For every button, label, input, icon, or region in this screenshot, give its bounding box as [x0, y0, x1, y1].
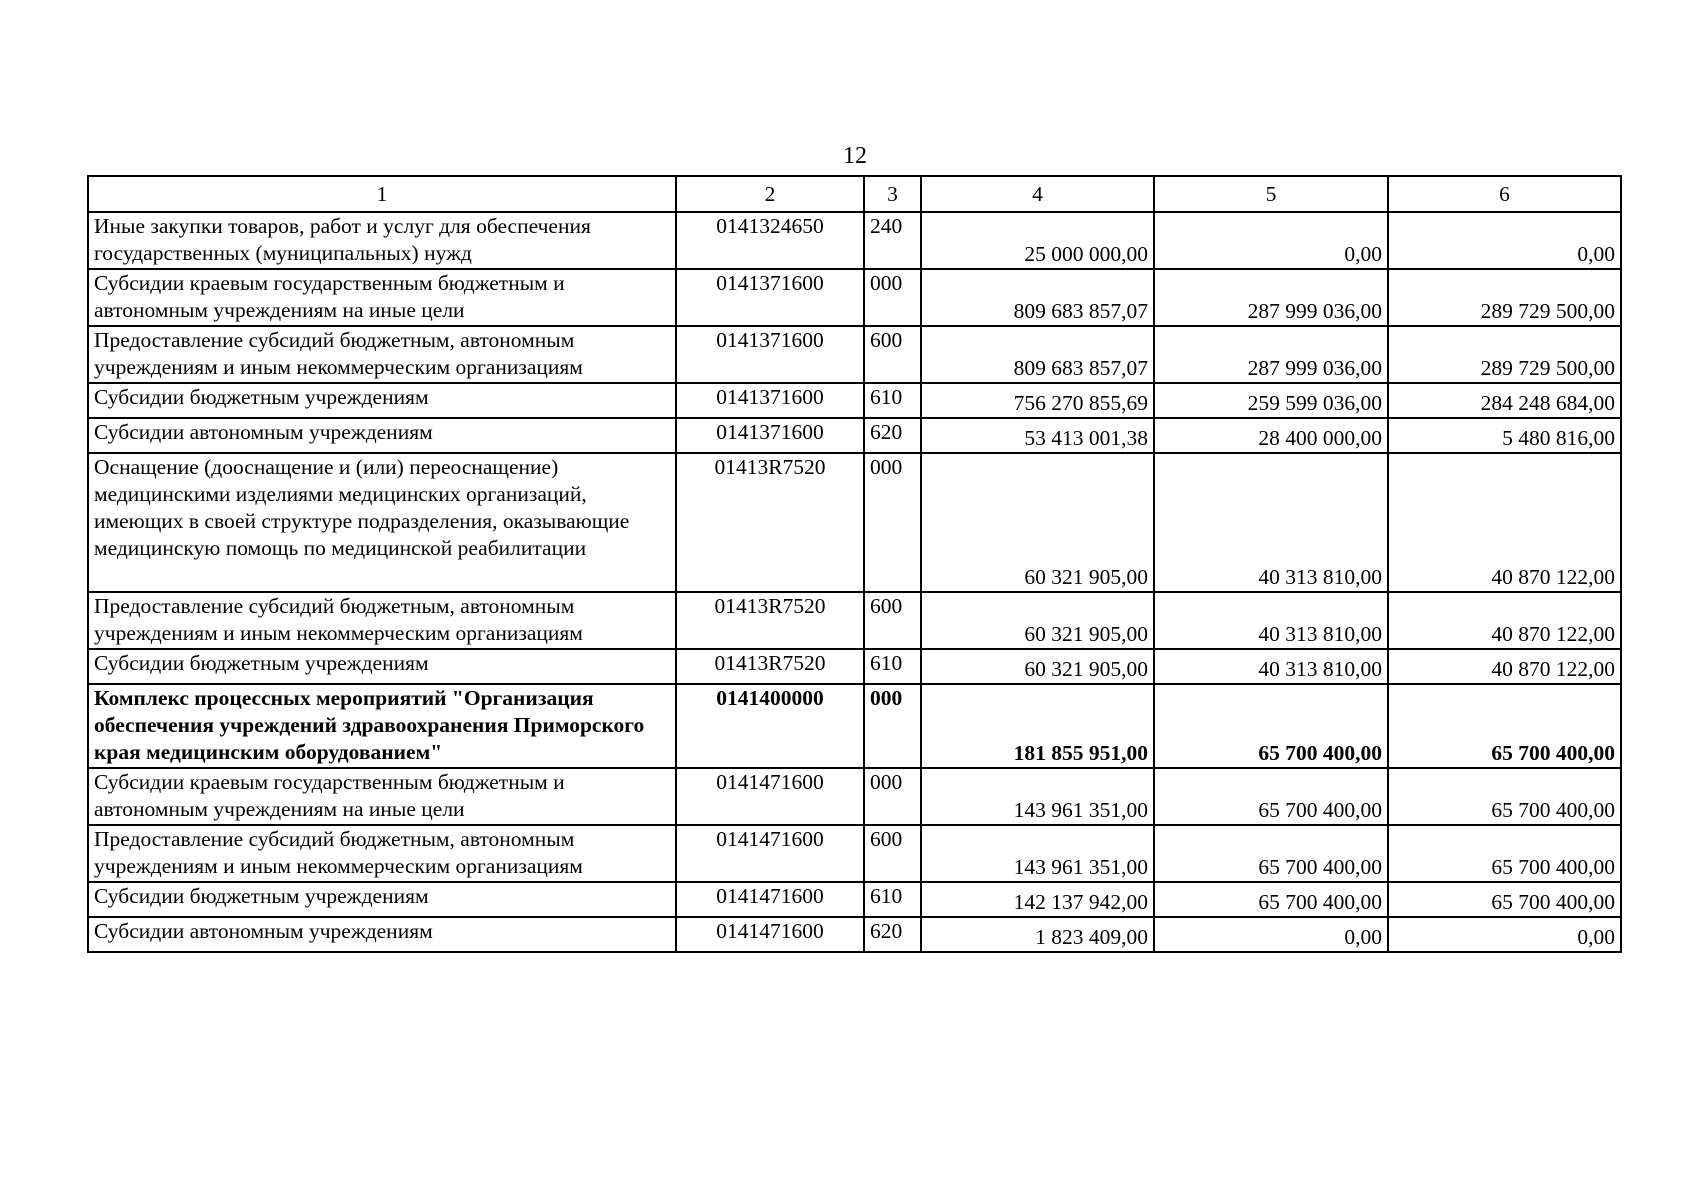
- row-code-cell: 0141471600: [676, 825, 864, 882]
- row-value-col4-cell: 53 413 001,38: [921, 418, 1154, 453]
- row-code-cell: 0141471600: [676, 882, 864, 917]
- row-value-col4-cell: 1 823 409,00: [921, 917, 1154, 952]
- row-value-col6-cell: 0,00: [1388, 917, 1621, 952]
- row-kind-cell: 000: [864, 453, 921, 592]
- column-header: 2: [676, 176, 864, 212]
- table-row: [88, 768, 1621, 825]
- row-name-cell: Предоставление субсидий бюджетным, автономным учреждениям и иным некоммерческим организациям: [88, 326, 676, 383]
- row-code-cell: 0141371600: [676, 269, 864, 326]
- row-value-col6-cell: 65 700 400,00: [1388, 684, 1621, 768]
- table-row: [88, 453, 1621, 592]
- row-value-col5-cell: 259 599 036,00: [1154, 383, 1388, 418]
- row-value-col4-cell: 809 683 857,07: [921, 326, 1154, 383]
- row-kind-cell: 610: [864, 649, 921, 684]
- row-value-col4-cell: 181 855 951,00: [921, 684, 1154, 768]
- row-value-col6-cell: 284 248 684,00: [1388, 383, 1621, 418]
- row-value-col6-cell: 0,00: [1388, 212, 1621, 269]
- row-kind-cell: 620: [864, 418, 921, 453]
- row-value-col5-cell: 40 313 810,00: [1154, 649, 1388, 684]
- page-number: 12: [843, 143, 867, 169]
- row-value-col5-cell: 40 313 810,00: [1154, 592, 1388, 649]
- column-header: 6: [1388, 176, 1621, 212]
- row-name-cell: Субсидии бюджетным учреждениям: [88, 649, 676, 684]
- row-value-col6-cell: 40 870 122,00: [1388, 649, 1621, 684]
- row-value-col6-cell: 40 870 122,00: [1388, 453, 1621, 592]
- column-header: 5: [1154, 176, 1388, 212]
- row-kind-cell: 240: [864, 212, 921, 269]
- row-kind-cell: 600: [864, 592, 921, 649]
- table-row: [88, 212, 1621, 269]
- row-code-cell: 0141371600: [676, 326, 864, 383]
- row-value-col6-cell: 65 700 400,00: [1388, 768, 1621, 825]
- row-name-cell: Оснащение (дооснащение и (или) переоснащение) медицинскими изделиями медицинских организаций, имеющих в своей структуре подразделения, оказывающие медицинскую помощь по медицинской реабилитации: [88, 453, 676, 592]
- row-value-col5-cell: 65 700 400,00: [1154, 825, 1388, 882]
- row-value-col5-cell: 65 700 400,00: [1154, 768, 1388, 825]
- row-kind-cell: 000: [864, 768, 921, 825]
- row-value-col5-cell: 0,00: [1154, 917, 1388, 952]
- column-header: 1: [88, 176, 676, 212]
- row-value-col5-cell: 287 999 036,00: [1154, 326, 1388, 383]
- row-name-cell: Иные закупки товаров, работ и услуг для обеспечения государственных (муниципальных) нужд: [88, 212, 676, 269]
- row-code-cell: 0141324650: [676, 212, 864, 269]
- row-value-col4-cell: 809 683 857,07: [921, 269, 1154, 326]
- row-value-col4-cell: 25 000 000,00: [921, 212, 1154, 269]
- table-row: [88, 383, 1621, 418]
- column-header: 3: [864, 176, 921, 212]
- table-header-row: [88, 176, 1621, 212]
- row-value-col4-cell: 143 961 351,00: [921, 768, 1154, 825]
- row-name-cell: Субсидии автономным учреждениям: [88, 418, 676, 453]
- row-code-cell: 01413R7520: [676, 453, 864, 592]
- row-value-col6-cell: 289 729 500,00: [1388, 326, 1621, 383]
- table-row: [88, 269, 1621, 326]
- row-code-cell: 0141371600: [676, 383, 864, 418]
- row-value-col6-cell: 5 480 816,00: [1388, 418, 1621, 453]
- row-code-cell: 0141400000: [676, 684, 864, 768]
- table-row: [88, 825, 1621, 882]
- row-name-cell: Субсидии автономным учреждениям: [88, 917, 676, 952]
- row-name-cell: Субсидии краевым государственным бюджетным и автономным учреждениям на иные цели: [88, 768, 676, 825]
- row-value-col5-cell: 65 700 400,00: [1154, 684, 1388, 768]
- row-value-col5-cell: 287 999 036,00: [1154, 269, 1388, 326]
- row-name-cell: Субсидии бюджетным учреждениям: [88, 882, 676, 917]
- row-kind-cell: 000: [864, 269, 921, 326]
- table-row: [88, 418, 1621, 453]
- row-name-cell: Субсидии краевым государственным бюджетным и автономным учреждениям на иные цели: [88, 269, 676, 326]
- row-kind-cell: 000: [864, 684, 921, 768]
- row-value-col5-cell: 0,00: [1154, 212, 1388, 269]
- row-value-col6-cell: 65 700 400,00: [1388, 825, 1621, 882]
- table-row: [88, 592, 1621, 649]
- row-code-cell: 0141471600: [676, 768, 864, 825]
- row-code-cell: 01413R7520: [676, 649, 864, 684]
- row-value-col4-cell: 142 137 942,00: [921, 882, 1154, 917]
- table-row: [88, 917, 1621, 952]
- row-value-col5-cell: 65 700 400,00: [1154, 882, 1388, 917]
- row-value-col6-cell: 289 729 500,00: [1388, 269, 1621, 326]
- row-kind-cell: 610: [864, 383, 921, 418]
- row-kind-cell: 610: [864, 882, 921, 917]
- row-value-col6-cell: 40 870 122,00: [1388, 592, 1621, 649]
- row-value-col5-cell: 40 313 810,00: [1154, 453, 1388, 592]
- table-row: [88, 882, 1621, 917]
- row-name-cell: Субсидии бюджетным учреждениям: [88, 383, 676, 418]
- row-value-col4-cell: 756 270 855,69: [921, 383, 1154, 418]
- column-header: 4: [921, 176, 1154, 212]
- row-code-cell: 01413R7520: [676, 592, 864, 649]
- row-name-cell: Предоставление субсидий бюджетным, автономным учреждениям и иным некоммерческим организациям: [88, 592, 676, 649]
- table-row: [88, 326, 1621, 383]
- row-value-col4-cell: 60 321 905,00: [921, 649, 1154, 684]
- table-row: [88, 649, 1621, 684]
- row-kind-cell: 620: [864, 917, 921, 952]
- row-value-col4-cell: 143 961 351,00: [921, 825, 1154, 882]
- row-name-cell: Предоставление субсидий бюджетным, автономным учреждениям и иным некоммерческим организациям: [88, 825, 676, 882]
- row-name-cell: Комплекс процессных мероприятий "Организация обеспечения учреждений здравоохранения Приморского края медицинским оборудованием": [88, 684, 676, 768]
- row-kind-cell: 600: [864, 825, 921, 882]
- row-value-col4-cell: 60 321 905,00: [921, 592, 1154, 649]
- row-value-col4-cell: 60 321 905,00: [921, 453, 1154, 592]
- row-value-col6-cell: 65 700 400,00: [1388, 882, 1621, 917]
- row-kind-cell: 600: [864, 326, 921, 383]
- table-row: [88, 684, 1621, 768]
- row-value-col5-cell: 28 400 000,00: [1154, 418, 1388, 453]
- row-code-cell: 0141371600: [676, 418, 864, 453]
- row-code-cell: 0141471600: [676, 917, 864, 952]
- budget-table: [87, 175, 1622, 953]
